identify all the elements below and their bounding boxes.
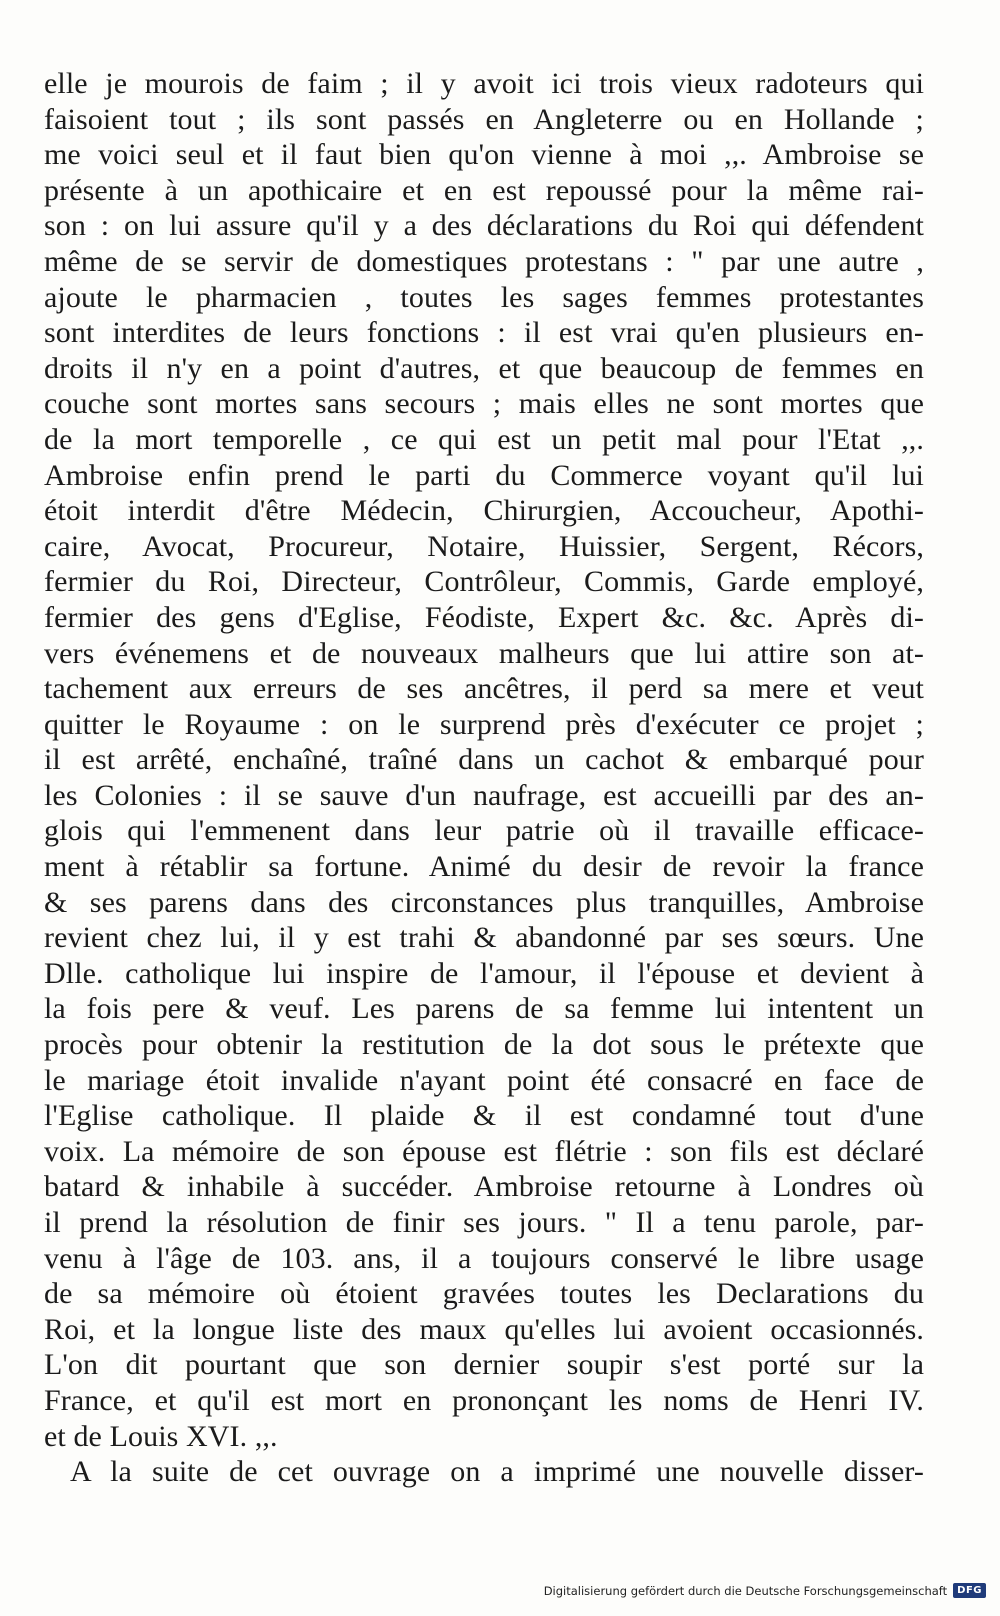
text-line: me voici seul et il faut bien qu'on vienne à moi ,,. Ambroise se bbox=[44, 138, 924, 172]
text-line: étoit interdit d'être Médecin, Chirurgien, Accoucheur, Apothi- bbox=[44, 494, 924, 528]
text-line: caire, Avocat, Procureur, Notaire, Huissier, Sergent, Récors, bbox=[44, 529, 924, 563]
text-line: quitter le Royaume : on le surprend près d'exécuter ce projet ; bbox=[44, 707, 924, 741]
text-line: fermier du Roi, Directeur, Contrôleur, Commis, Garde employé, bbox=[44, 565, 924, 599]
text-line: droits il n'y en a point d'autres, et que beaucoup de femmes en bbox=[44, 351, 924, 385]
text-line: même de se servir de domestiques protestans : " par une autre , bbox=[44, 244, 924, 278]
text-line: elle je mourois de faim ; il y avoit ici trois vieux radoteurs qui bbox=[44, 67, 924, 100]
credit-text: Digitalisierung gefördert durch die Deutsche Forschungsgemeinschaft bbox=[543, 1583, 948, 1598]
text-line: de sa mémoire où étoient gravées toutes les Declarations du bbox=[44, 1277, 924, 1311]
text-line: le mariage étoit invalide n'ayant point été consacré en face de bbox=[44, 1063, 924, 1097]
text-line: il est arrêté, enchaîné, traîné dans un cachot & embarqué pour bbox=[44, 743, 924, 777]
text-line: faisoient tout ; ils sont passés en Angleterre ou en Hollande ; bbox=[44, 102, 924, 136]
text-line: A la suite de cet ouvrage on a imprimé une nouvelle disser- bbox=[70, 1455, 924, 1489]
text-line: couche sont mortes sans secours ; mais elles ne sont mortes que bbox=[44, 387, 924, 421]
text-line: ajoute le pharmacien , toutes les sages femmes protestantes bbox=[44, 280, 924, 314]
text-line: présente à un apothicaire et en est repoussé pour la même rai- bbox=[44, 173, 924, 207]
text-line: L'on dit pourtant que son dernier soupir s'est porté sur la bbox=[44, 1348, 924, 1382]
text-line: glois qui l'emmenent dans leur patrie où il travaille efficace- bbox=[44, 814, 924, 848]
text-line: Roi, et la longue liste des maux qu'elles lui avoient occasionnés. bbox=[44, 1312, 924, 1346]
text-line: Dlle. catholique lui inspire de l'amour, il l'épouse et devient à bbox=[44, 956, 924, 990]
text-line: l'Eglise catholique. Il plaide & il est condamné tout d'une bbox=[44, 1099, 924, 1133]
digitization-credit bbox=[544, 1583, 986, 1598]
text-line: batard & inhabile à succéder. Ambroise retourne à Londres où bbox=[44, 1170, 924, 1204]
text-line: de la mort temporelle , ce qui est un petit mal pour l'Etat ,,. bbox=[44, 422, 924, 456]
text-line: vers événemens et de nouveaux malheurs que lui attire son at- bbox=[44, 636, 924, 670]
text-line: voix. La mémoire de son épouse est flétrie : son fils est déclaré bbox=[44, 1134, 924, 1168]
text-line: Ambroise enfin prend le parti du Commerce voyant qu'il lui bbox=[44, 458, 924, 492]
text-line: & ses parens dans des circonstances plus tranquilles, Ambroise bbox=[44, 885, 924, 919]
text-line: la fois pere & veuf. Les parens de sa femme lui intentent un bbox=[44, 992, 924, 1026]
text-line: fermier des gens d'Eglise, Féodiste, Expert &c. &c. Après di- bbox=[44, 600, 924, 634]
text-line: et de Louis XVI. ,,. bbox=[44, 1419, 278, 1453]
text-line: procès pour obtenir la restitution de la dot sous le prétexte que bbox=[44, 1028, 924, 1062]
text-line: les Colonies : il se sauve d'un naufrage, est accueilli par des an- bbox=[44, 778, 924, 812]
dfg-logo-icon: DFG bbox=[953, 1583, 986, 1598]
text-line: ment à rétablir sa fortune. Animé du desir de revoir la france bbox=[44, 850, 924, 884]
text-line: son : on lui assure qu'il y a des déclarations du Roi qui défendent bbox=[44, 209, 924, 243]
text-line: il prend la résolution de finir ses jours. " Il a tenu parole, par- bbox=[44, 1206, 924, 1239]
text-line: sont interdites de leurs fonctions : il est vrai qu'en plusieurs en- bbox=[44, 316, 924, 350]
text-line: tachement aux erreurs de ses ancêtres, il perd sa mere et veut bbox=[44, 672, 924, 706]
text-line: venu à l'âge de 103. ans, il a toujours conservé le libre usage bbox=[44, 1241, 924, 1275]
body-text bbox=[44, 66, 924, 1490]
text-line: revient chez lui, il y est trahi & abandonné par ses sœurs. Une bbox=[44, 921, 924, 955]
text-line: France, et qu'il est mort en prononçant les noms de Henri IV. bbox=[44, 1383, 924, 1417]
